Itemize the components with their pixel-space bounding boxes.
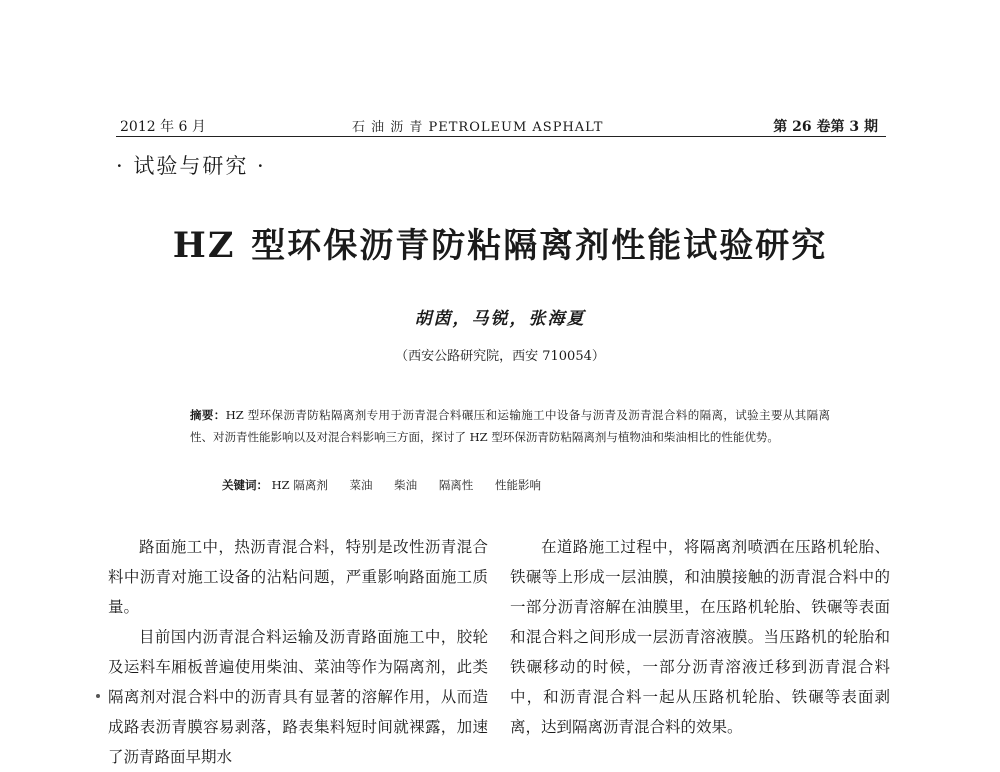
title-latin-prefix: HZ xyxy=(172,225,236,266)
section-column-tag: · 试验与研究 · xyxy=(116,154,266,178)
body-paragraph: 在道路施工过程中，将隔离剂喷洒在压路机轮胎、铁碾等上形成一层油膜，和油膜接触的沥青混合料中的一部分沥青溶解在油膜里，在压路机轮胎、铁碾等表面和混合料之间形成一层沥青溶液膜。当压路机的轮胎和铁碾移动的时候，一部分沥青溶液迁移到沥青混合料中，和沥青混合料一起从压路机轮胎、铁碾等表面剥离，达到隔离沥青混合料的效果。 xyxy=(510,538,890,736)
abstract-label: 摘要： xyxy=(190,408,226,422)
keyword: 隔离性 xyxy=(438,478,474,492)
body-column-left xyxy=(108,532,488,772)
running-header xyxy=(0,112,1000,136)
abstract-text: HZ 型环保沥青防粘隔离剂专用于沥青混合料碾压和运输施工中设备与沥青及沥青混合料的隔离，试验主要从其隔离性、对沥青性能影响以及对混合料影响三方面，探讨了 HZ 型环保沥青防粘隔离剂与植物油和柴油相比的性能优势。 xyxy=(190,408,831,444)
body-paragraph: 路面施工中，热沥青混合料，特别是改性沥青混合料中沥青对施工设备的沾粘问题，严重影响路面施工质量。 xyxy=(108,538,488,616)
body-column-right xyxy=(510,532,890,742)
keyword: 菜油 xyxy=(349,478,373,492)
keywords xyxy=(222,477,559,493)
paper-title xyxy=(0,218,1000,267)
keyword: 柴油 xyxy=(394,478,418,492)
volume-issue: 第 26 卷第 3 期 xyxy=(773,119,878,135)
keyword: 性能影响 xyxy=(494,478,541,492)
body-paragraph: 目前国内沥青混合料运输及沥青路面施工中，胶轮及运料车厢板普遍使用柴油、菜油等作为隔离剂，此类隔离剂对混合料中的沥青具有显著的溶解作用，从而造成路表沥青膜容易剥落，路表集料短时间就裸露，加速了沥青路面早期水 xyxy=(108,628,488,766)
journal-name: 石 油 沥 青 PETROLEUM ASPHALT xyxy=(352,120,604,135)
scan-speck xyxy=(96,694,100,698)
keywords-label: 关键词： xyxy=(222,478,268,492)
author-list: 胡茵，马锐，张海夏 xyxy=(414,309,586,329)
affiliation: （西安公路研究院，西安 710054） xyxy=(395,349,605,364)
keyword: HZ 隔离剂 xyxy=(271,478,328,492)
abstract xyxy=(190,404,830,448)
header-rule xyxy=(116,136,886,137)
issue-date: 2012 年 6 月 xyxy=(120,119,206,135)
title-text: 型环保沥青防粘隔离剂性能试验研究 xyxy=(251,226,828,266)
